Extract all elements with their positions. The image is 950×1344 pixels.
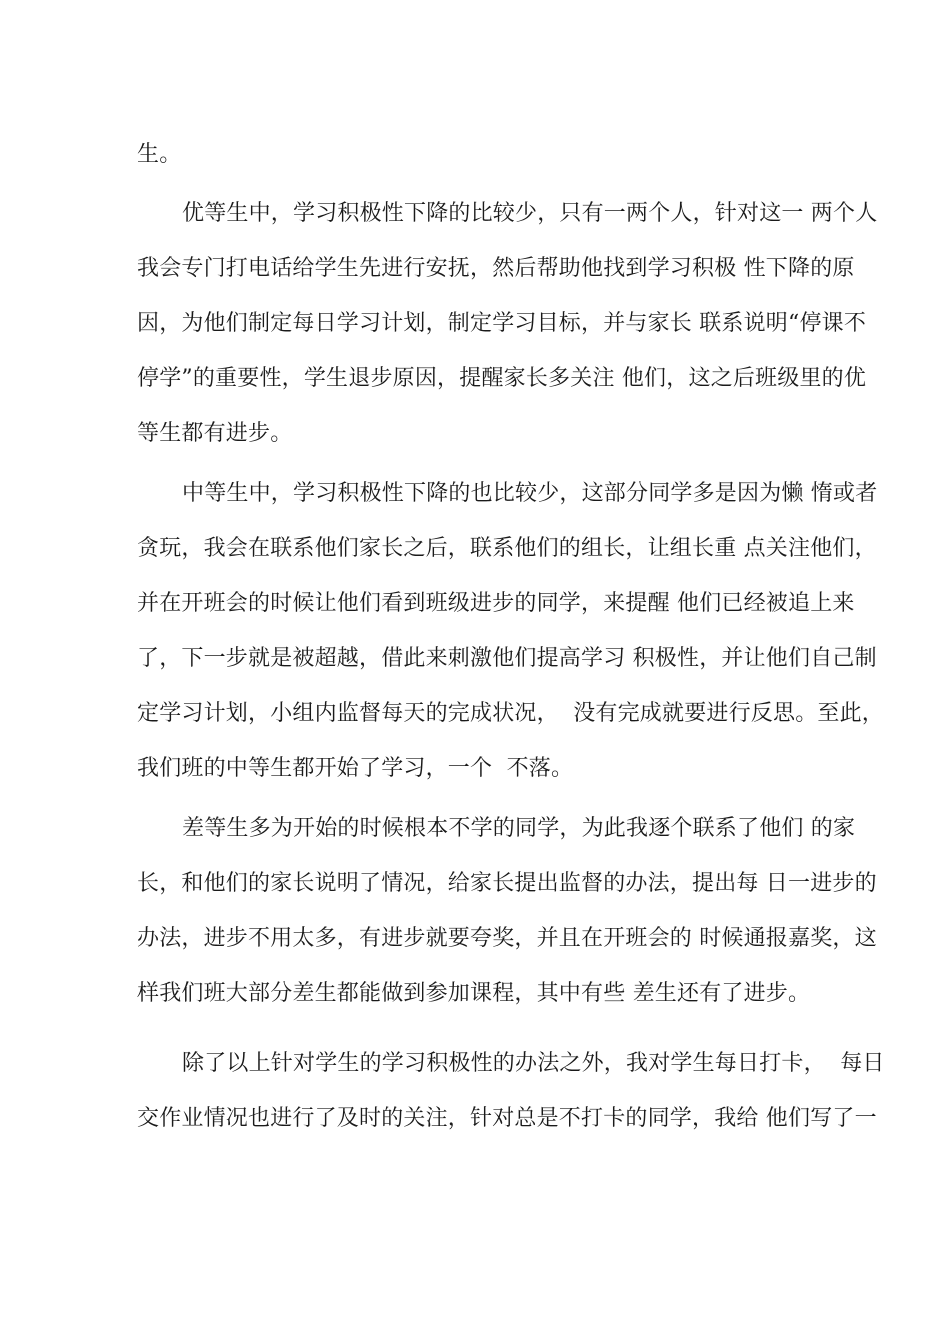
text-line: 中等生中，学习积极性下降的也比较少，这部分同学多是因为懒 惰或者 [182, 481, 878, 506]
text-line: 长，和他们的家长说明了情况，给家长提出监督的办法，提出每 日一进步的 [137, 871, 877, 896]
text-line: 我们班的中等生都开始了学习，一个 不落。 [137, 756, 574, 781]
text-line: 了，下一步就是被超越，借此来刺激他们提高学习 积极性，并让他们自己制 [137, 646, 877, 671]
text-line: 生。 [137, 142, 182, 167]
text-line: 除了以上针对学生的学习积极性的办法之外，我对学生每日打卡， 每日 [182, 1051, 885, 1076]
text-line: 贪玩，我会在联系他们家长之后，联系他们的组长，让组长重 点关注他们， [137, 536, 877, 561]
text-line: 我会专门打电话给学生先进行安抚，然后帮助他找到学习积极 性下降的原 [137, 256, 855, 281]
text-line: 办法，进步不用太多，有进步就要夸奖，并且在开班会的 时候通报嘉奖，这 [137, 926, 877, 951]
text-line: 定学习计划，小组内监督每天的完成状况， 没有完成就要进行反思。至此， [137, 701, 884, 726]
text-line: 并在开班会的时候让他们看到班级进步的同学，来提醒 他们已经被追上来 [137, 591, 855, 616]
text-line: 停学”的重要性，学生退步原因，提醒家长多关注 他们，这之后班级里的优 [137, 366, 867, 391]
text-line: 因，为他们制定每日学习计划，制定学习目标，并与家长 联系说明“停课不 [137, 311, 867, 336]
text-line: 等生都有进步。 [137, 421, 293, 446]
text-line: 样我们班大部分差生都能做到参加课程，其中有些 差生还有了进步。 [137, 981, 811, 1006]
text-line: 交作业情况也进行了及时的关注，针对总是不打卡的同学，我给 他们写了一 [137, 1106, 877, 1131]
text-line: 优等生中，学习积极性下降的比较少，只有一两个人，针对这一 两个人 [182, 201, 878, 226]
text-line: 差等生多为开始的时候根本不学的同学，为此我逐个联系了他们 的家 [182, 816, 856, 841]
